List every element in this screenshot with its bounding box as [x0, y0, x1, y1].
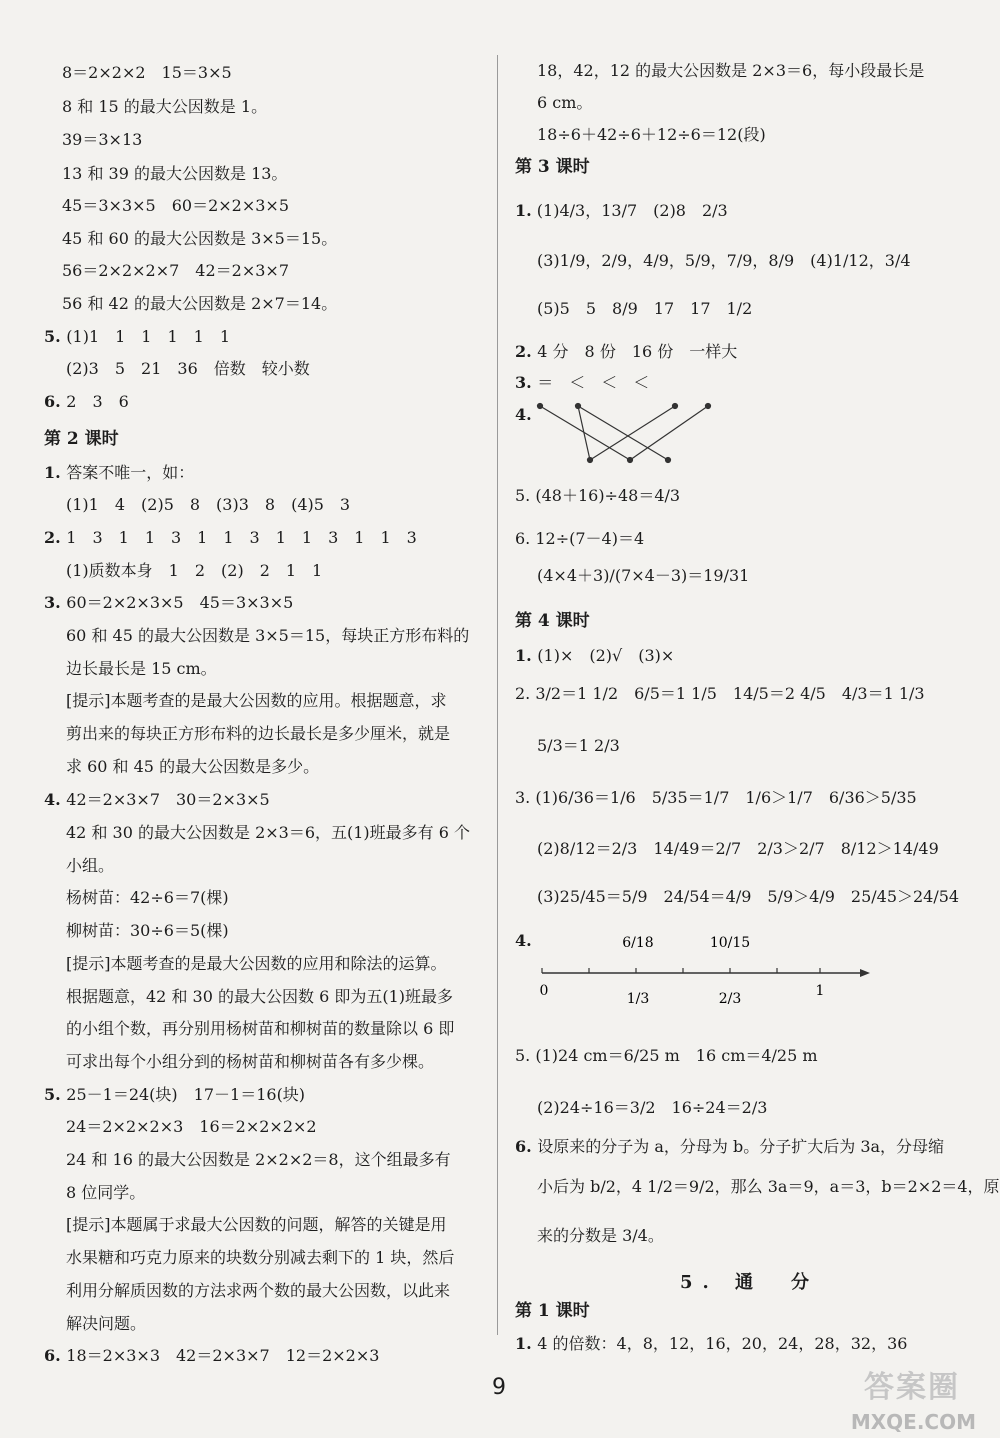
left-col-line	[66, 494, 350, 516]
left-col-line	[62, 293, 337, 315]
heading-lesson-4: 第 4 课时	[515, 611, 590, 631]
number-line-bottom-label-2: 1/3	[626, 991, 650, 1007]
l3-q1-part1: 1. (1)4/3，13/7 (2)8 2/3	[515, 201, 728, 220]
line-text: 剪出来的每块正方形布料的边长最长是多少厘米，就是	[66, 724, 451, 743]
line-text: 1 3 1 1 3 1 1 3 1 1 3 1 1 3	[66, 528, 417, 547]
left-col-line	[66, 1051, 434, 1073]
number-line	[530, 925, 875, 1025]
line-text: 4 的倍数：4，8，12，16，20，24，28，32，36	[537, 1334, 908, 1353]
left-col-line	[66, 887, 229, 909]
question-number: 1.	[44, 463, 67, 482]
left-col-line	[66, 625, 469, 647]
line-text: 56＝2×2×2×7 42＝2×3×7	[62, 261, 290, 280]
line-text: [提示]本题考查的是最大公因数的应用和除法的运算。	[66, 954, 447, 973]
l4-q3-3: (3)25/45＝5/9 24/54＝4/9 5/9＞4/9 25/45＞24/54	[537, 887, 960, 906]
line-text: 6. 12÷(7－4)＝4	[515, 529, 645, 548]
question-number: 2.	[44, 528, 67, 547]
l4-q2: 2. 3/2＝1 1/2 6/5＝1 1/5 14/5＝2 4/5 4/3＝1 1/3	[515, 684, 925, 703]
line-text: 答案不唯一，如：	[66, 463, 195, 482]
line-text: 根据题意，42 和 30 的最大公因数 6 即为五(1)班最多	[66, 987, 453, 1006]
matching-lines-diagram	[530, 398, 720, 468]
column-divider	[497, 55, 498, 1335]
left-col-line	[66, 756, 319, 778]
line-text: 8 和 15 的最大公因数是 1。	[62, 97, 268, 116]
line-text: 39＝3×13	[62, 130, 143, 149]
l4-q4-number: 4.	[515, 931, 532, 950]
left-col-line	[62, 96, 267, 118]
line-text: (1)1 1 1 1 1 1	[66, 327, 231, 346]
l3-q4-number: 4.	[515, 405, 532, 424]
left-col-line	[66, 1313, 146, 1335]
l4-q6c: 来的分数是 3/4。	[537, 1226, 664, 1245]
question-number: 6.	[515, 1137, 538, 1156]
line-text: 60＝2×2×3×5 45＝3×3×5	[66, 593, 294, 612]
left-col-line	[66, 1247, 454, 1269]
line-text: 24＝2×2×2×3 16＝2×2×2×2	[66, 1117, 317, 1136]
left-col-line	[66, 1214, 447, 1236]
l4-q3-2: (2)8/12＝2/3 14/49＝2/7 2/3＞2/7 8/12＞14/49	[537, 839, 939, 858]
left-col-line	[66, 986, 453, 1008]
right-col-line	[515, 645, 674, 667]
watermark-logo-text: 答案圈	[864, 1370, 960, 1405]
left-col-line	[66, 1149, 451, 1171]
line-text: 解决问题。	[66, 1314, 147, 1333]
question-number: 5.	[44, 327, 67, 346]
left-col-line	[62, 260, 289, 282]
line-text: [提示]本题属于求最大公因数的问题，解答的关键是用	[66, 1215, 447, 1234]
line-text: 42 和 30 的最大公因数是 2×3＝6，五(1)班最多有 6 个	[66, 823, 471, 842]
line-text: (2)3 5 21 36 倍数 较小数	[66, 359, 310, 378]
number-line-top-label-1: 6/18	[622, 935, 654, 951]
line-text: 设原来的分子为 a，分母为 b。分子扩大后为 3a，分母缩	[537, 1137, 945, 1156]
left-col-line	[44, 326, 230, 348]
left-col-line	[66, 690, 447, 712]
l3-q5: 5. (48＋16)÷48＝4/3	[515, 486, 681, 505]
l4-q6b: 小后为 b/2，4 1/2＝9/2，那么 3a＝9，a＝3，b＝2×2＝4，原	[537, 1177, 1000, 1196]
line-text: 18，42，12 的最大公因数是 2×3＝6，每小段最长是	[537, 61, 925, 80]
line-text: 杨树苗：42÷6＝7(棵)	[66, 888, 229, 907]
question-number: 6.	[44, 392, 67, 411]
right-col-line	[537, 92, 592, 114]
line-text: 利用分解质因数的方法求两个数的最大公因数，以此来	[66, 1281, 451, 1300]
line-text: (1)质数本身 1 2 (2) 2 1 1	[66, 561, 323, 580]
question-number: 1.	[515, 1334, 538, 1353]
left-col-line	[62, 129, 142, 151]
question-number: 3.	[44, 593, 67, 612]
line-text: 小组。	[66, 856, 115, 875]
section-title: 5. 通 分	[680, 1272, 820, 1293]
left-col-line	[66, 920, 229, 942]
left-col-line	[62, 163, 287, 185]
left-col-line	[44, 1345, 379, 1367]
left-col-line	[66, 1182, 145, 1204]
heading-lesson-2: 第 2 课时	[44, 429, 119, 449]
line-text: (1)1 4 (2)5 8 (3)3 8 (4)5 3	[66, 495, 351, 514]
left-col-line	[66, 822, 470, 844]
line-text: 25－1＝24(块) 17－1＝16(块)	[66, 1085, 306, 1104]
left-col-line	[62, 195, 289, 217]
question-number: 6.	[44, 1346, 67, 1365]
line-text: 13 和 39 的最大公因数是 13。	[62, 164, 288, 183]
question-number: 1.	[515, 646, 538, 665]
line-text: 18÷6＋42÷6＋12÷6＝12(段)	[537, 125, 766, 144]
heading-lesson-1: 第 1 课时	[515, 1301, 590, 1321]
heading-lesson-3: 第 3 课时	[515, 157, 590, 177]
l4-q5: 5. (1)24 cm＝6/25 m 16 cm＝4/25 m	[515, 1046, 818, 1065]
question-number: 3.	[515, 373, 538, 392]
line-text: 24 和 16 的最大公因数是 2×2×2＝8，这个组最多有	[66, 1150, 451, 1169]
left-col-line	[44, 527, 417, 549]
number-line-bottom-label-1: 0	[539, 983, 549, 999]
left-col-line	[44, 789, 270, 811]
line-text: [提示]本题考查的是最大公因数的应用。根据题意，求	[66, 691, 447, 710]
line-text: 8 位同学。	[66, 1183, 146, 1202]
number-line-bottom-label-4: 1	[815, 983, 825, 999]
l4-q5b: (2)24÷16＝3/2 16÷24＝2/3	[537, 1098, 768, 1117]
right-col-line	[537, 124, 766, 146]
arrow-right-icon	[860, 969, 870, 977]
left-col-line	[44, 1084, 305, 1106]
left-col-line	[66, 1280, 450, 1302]
left-col-line	[66, 560, 322, 582]
left-col-line	[66, 1116, 317, 1138]
right-col-line	[515, 1333, 907, 1355]
line-text: 42＝2×3×7 30＝2×3×5	[66, 790, 270, 809]
line-text: (1)× (2)√ (3)×	[537, 646, 675, 665]
line-text: 水果糖和巧克力原来的块数分别减去剩下的 1 块，然后	[66, 1248, 455, 1267]
left-col-line	[44, 391, 129, 413]
line-text: 6 cm。	[537, 93, 593, 112]
right-col-line	[515, 1136, 944, 1158]
right-col-line	[537, 60, 924, 82]
page-number: 9	[492, 1375, 506, 1400]
line-text: 4 分 8 份 16 份 一样大	[537, 342, 738, 361]
line-text: 45＝3×3×5 60＝2×2×3×5	[62, 196, 290, 215]
line-text: 的小组个数，再分别用杨树苗和柳树苗的数量除以 6 即	[66, 1019, 455, 1038]
number-line-bottom-label-3: 2/3	[718, 991, 742, 1007]
line-text: 18＝2×3×3 42＝2×3×7 12＝2×2×3	[66, 1346, 380, 1365]
left-col-line	[62, 228, 337, 250]
line-text: 2 3 6	[66, 392, 129, 411]
number-line-top-label-2: 10/15	[709, 935, 751, 951]
left-col-line	[66, 723, 450, 745]
right-col-line	[515, 528, 644, 550]
left-col-line	[66, 953, 447, 975]
left-col-line	[44, 462, 194, 484]
l3-q6-fraction: (4×4＋3)/(7×4－3)＝19/31	[537, 566, 750, 585]
l4-q3-1: 3. (1)6/36＝1/6 5/35＝1/7 1/6＞1/7 6/36＞5/35	[515, 788, 917, 807]
line-text: 边长最长是 15 cm。	[66, 659, 217, 678]
l4-q2b: 5/3＝1 2/3	[537, 736, 620, 755]
l3-q1-part5: (5)5 5 8/9 17 17 1/2	[537, 299, 753, 318]
line-text: 可求出每个小组分到的杨树苗和柳树苗各有多少棵。	[66, 1052, 435, 1071]
watermark-url: MXQE.COM	[850, 1410, 976, 1434]
line-text: 60 和 45 的最大公因数是 3×5＝15，每块正方形布料的	[66, 626, 470, 645]
line-text: 8＝2×2×2 15＝3×5	[62, 63, 232, 82]
right-col-line	[515, 372, 649, 394]
left-col-line	[44, 592, 293, 614]
left-col-line	[66, 658, 217, 680]
line-text: 求 60 和 45 的最大公因数是多少。	[66, 757, 320, 776]
question-number: 5.	[44, 1085, 67, 1104]
left-col-line	[66, 358, 310, 380]
left-col-line	[62, 62, 232, 84]
line-text: 45 和 60 的最大公因数是 3×5＝15。	[62, 229, 338, 248]
l3-q1-part3: (3)1/9，2/9，4/9，5/9，7/9，8/9 (4)1/12，3/4	[537, 251, 911, 270]
left-col-line	[66, 1018, 454, 1040]
question-number: 2.	[515, 342, 538, 361]
left-col-line	[66, 855, 114, 877]
line-text: 56 和 42 的最大公因数是 2×7＝14。	[62, 294, 338, 313]
line-text: 柳树苗：30÷6＝5(棵)	[66, 921, 229, 940]
question-number: 4.	[44, 790, 67, 809]
right-col-line	[515, 341, 737, 363]
line-text: ＝ ＜ ＜ ＜	[537, 373, 650, 392]
